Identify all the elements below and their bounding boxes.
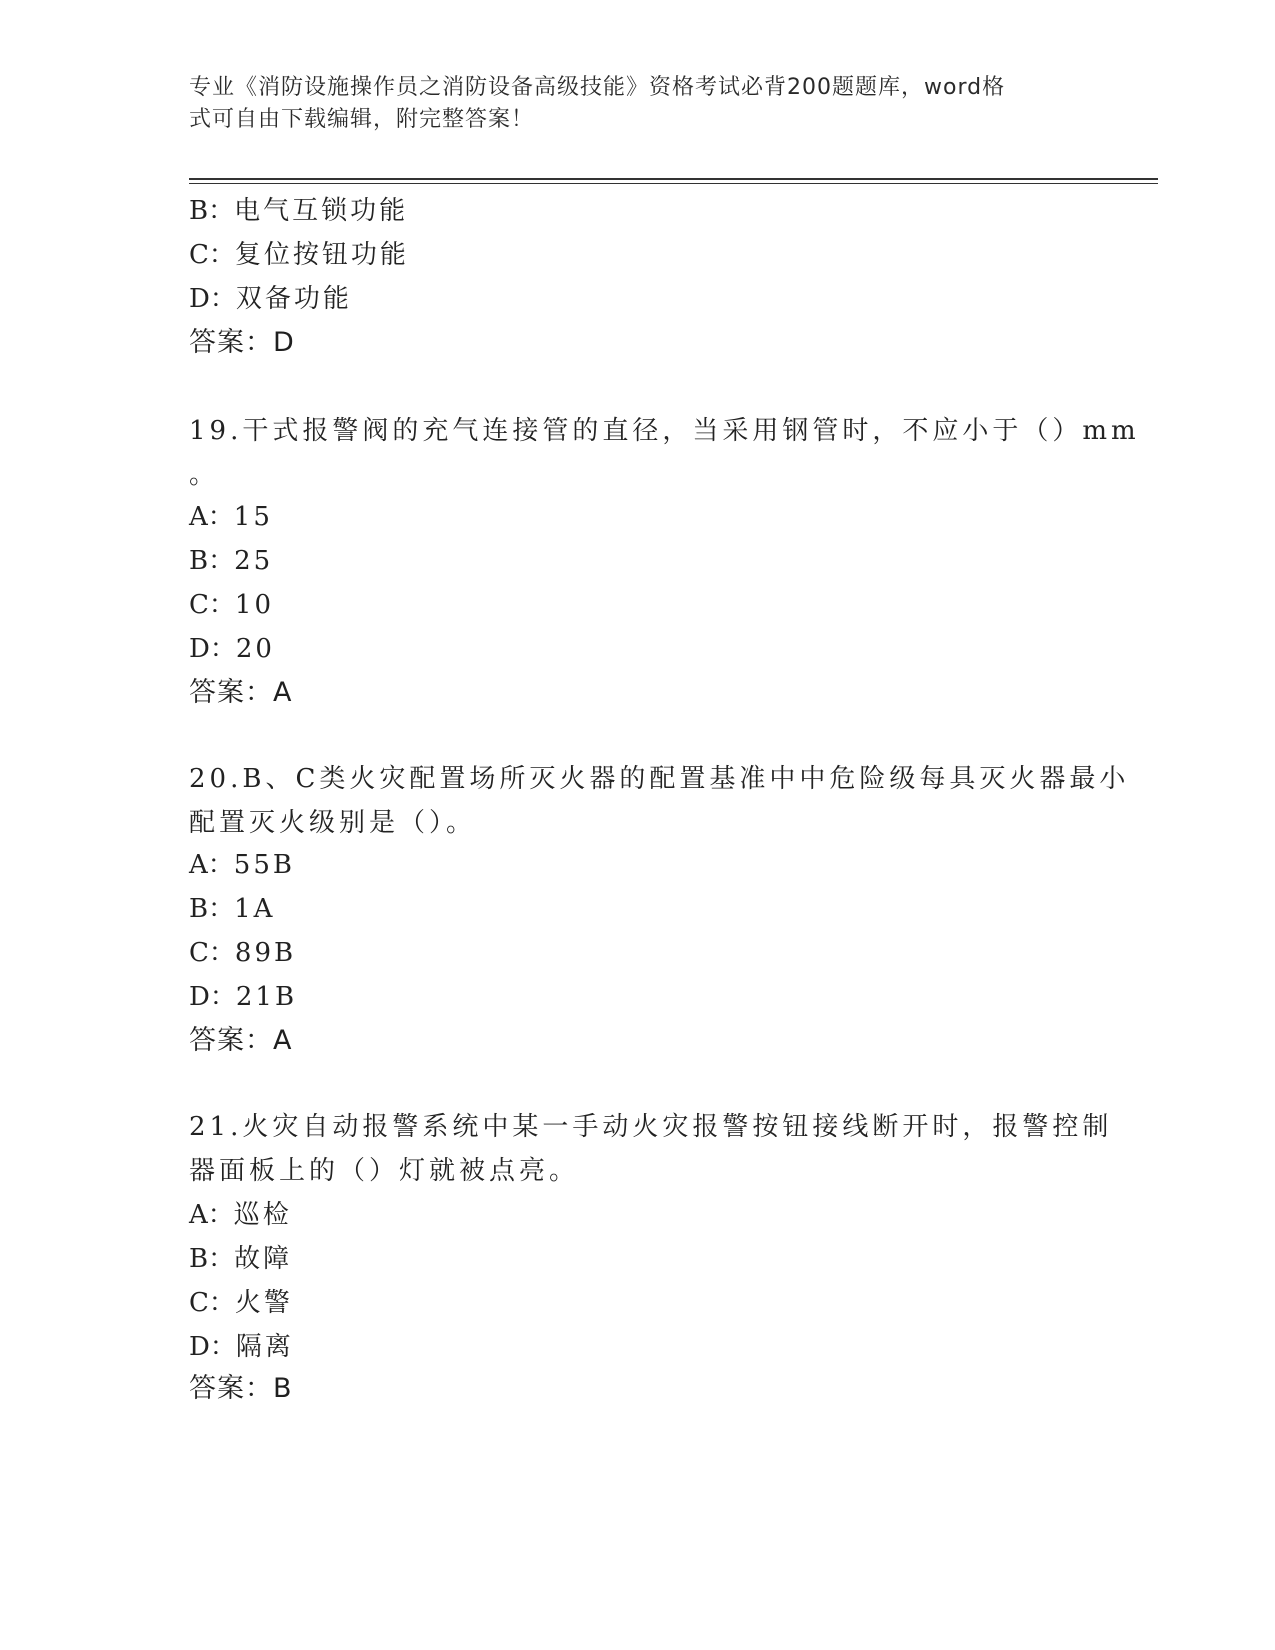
option-a: A：15: [189, 502, 273, 532]
option-c: C：89B: [189, 938, 297, 968]
option-c: C：火警: [189, 1288, 293, 1318]
option-b: B：1A: [189, 894, 276, 924]
option-b: B：电气互锁功能: [189, 196, 409, 226]
option-b: B：25: [189, 546, 274, 576]
answer-line: 答案：B: [189, 1373, 293, 1404]
option-a: A：55B: [189, 850, 295, 880]
option-d: D：20: [189, 634, 275, 664]
option-c: C：10: [189, 590, 274, 620]
header-line-2: 式可自由下载编辑，附完整答案！: [189, 107, 535, 132]
answer-line: 答案：A: [189, 677, 293, 708]
header-divider-thick: [189, 178, 1158, 180]
option-d: D：隔离: [189, 1332, 294, 1362]
header-line-1: 专业《消防设施操作员之消防设备高级技能》资格考试必背200题题库，word格: [189, 75, 1006, 100]
answer-line: 答案：A: [189, 1025, 293, 1056]
question-stem-line-2: 。: [189, 460, 220, 490]
question-stem-line-1: 19.干式报警阀的充气连接管的直径，当采用钢管时，不应小于（）mm: [189, 416, 1140, 446]
answer-line: 答案：D: [189, 327, 295, 358]
question-stem-line-2: 器面板上的（）灯就被点亮。: [189, 1156, 580, 1186]
option-a: A：巡检: [189, 1200, 292, 1230]
question-stem-line-2: 配置灭火级别是（）。: [189, 808, 477, 838]
question-stem-line-1: 20.B、C类火灾配置场所灭火器的配置基准中中危险级每具灭火器最小: [189, 764, 1130, 794]
question-stem-line-1: 21.火灾自动报警系统中某一手动火灾报警按钮接线断开时，报警控制: [189, 1112, 1113, 1142]
document-header: [189, 72, 1089, 136]
option-d: D：21B: [189, 982, 298, 1012]
header-divider-thin: [189, 183, 1158, 184]
option-d: D：双备功能: [189, 284, 352, 314]
option-c: C：复位按钮功能: [189, 240, 409, 270]
option-b: B：故障: [189, 1244, 293, 1274]
